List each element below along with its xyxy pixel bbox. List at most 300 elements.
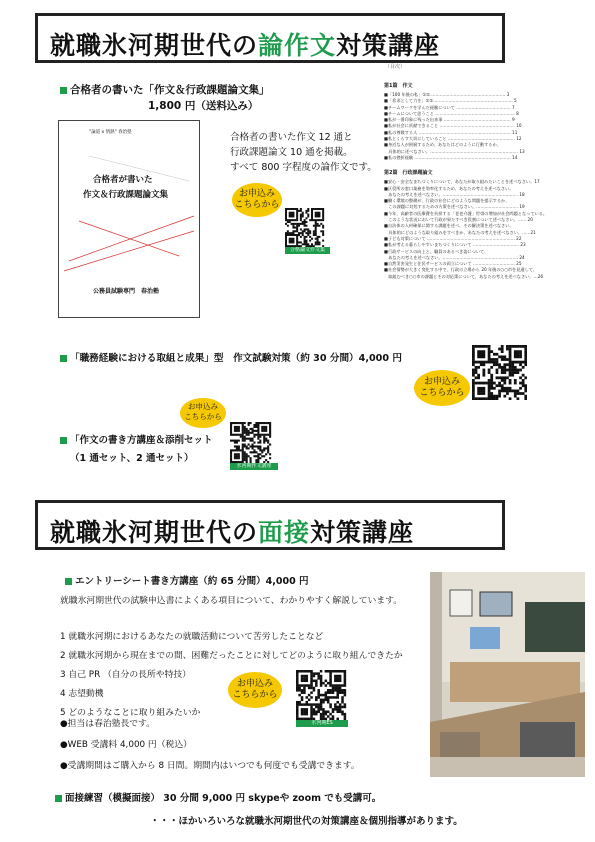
qr-module xyxy=(322,710,325,713)
qr-module xyxy=(261,455,263,457)
qr-module xyxy=(493,387,496,390)
essay-product1-price: 1,800 円（送料込み） xyxy=(148,100,259,112)
qr-module xyxy=(311,219,313,221)
toc-item: ■「希求として力を」①②………………………………………………… 5 xyxy=(384,98,517,104)
qr-module xyxy=(310,691,313,694)
qr-module xyxy=(303,677,306,680)
qr-module xyxy=(503,363,506,366)
qr-module xyxy=(501,345,504,348)
qr-module xyxy=(230,461,232,463)
qr-module xyxy=(498,355,501,358)
qr-module xyxy=(522,374,525,377)
qr-module xyxy=(524,350,527,353)
toc-item: ■チームについて思うこと ………………………………………………… 8 xyxy=(384,110,519,116)
list-item: 3 自己 PR （自分の長所や特技） xyxy=(60,670,191,680)
interview-intro: 就職氷河期世代の試験申込書によくある項目について、わかりやすく解説しています。 xyxy=(60,596,403,606)
qr-code-essay-book[interactable] xyxy=(285,208,330,253)
qr-module xyxy=(257,457,259,459)
qr-module xyxy=(259,457,261,459)
toc-item: ■働く環境の整備が、行政の社会にどのような問題を提示するか、 xyxy=(384,198,510,204)
qr-module xyxy=(244,440,246,442)
qr-code-icon xyxy=(296,670,348,720)
qr-module xyxy=(320,715,323,718)
qr-module xyxy=(506,363,509,366)
qr-module xyxy=(482,382,485,385)
qr-module xyxy=(255,422,257,424)
qr-module xyxy=(302,215,304,217)
qr-module xyxy=(480,387,483,390)
qr-module xyxy=(291,223,293,225)
qr-module xyxy=(317,212,319,214)
qr-module xyxy=(248,434,250,436)
qr-module xyxy=(315,703,318,706)
qr-module xyxy=(242,440,244,442)
qr-module xyxy=(480,361,483,364)
qr-module xyxy=(477,382,480,385)
qr-module xyxy=(315,225,317,227)
qr-module xyxy=(341,701,344,704)
qr-module xyxy=(493,397,496,400)
qr-module xyxy=(477,387,480,390)
qr-module xyxy=(320,230,322,232)
qr-module xyxy=(325,696,328,699)
qr-module xyxy=(261,428,263,430)
qr-module xyxy=(257,430,259,432)
qr-module xyxy=(248,432,250,434)
qr-module xyxy=(482,355,485,358)
qr-module xyxy=(303,708,306,711)
qr-module xyxy=(305,228,307,230)
qr-module xyxy=(477,376,480,379)
qr-module xyxy=(303,710,306,713)
qr-module xyxy=(292,225,294,227)
table-of-contents xyxy=(384,82,556,280)
qr-module xyxy=(255,434,257,436)
qr-module xyxy=(496,384,499,387)
qr-module xyxy=(511,366,514,369)
qr-module xyxy=(255,426,257,428)
qr-module xyxy=(514,366,517,369)
qr-module xyxy=(315,682,318,685)
qr-module xyxy=(248,422,250,424)
qr-module xyxy=(336,691,339,694)
qr-module xyxy=(315,241,317,243)
qr-module xyxy=(230,459,232,461)
qr-module xyxy=(253,455,255,457)
qr-module xyxy=(259,447,261,449)
qr-module xyxy=(320,677,323,680)
qr-module xyxy=(311,243,313,245)
qr-module xyxy=(300,208,302,210)
qr-module xyxy=(236,430,238,432)
qr-caption: 合格論文作文集 xyxy=(285,247,330,254)
qr-module xyxy=(242,447,244,449)
qr-module xyxy=(306,708,309,711)
toc-item: ■子ども対策について ……………………………………………………… 22 xyxy=(384,235,522,241)
qr-module xyxy=(317,706,320,709)
qr-module xyxy=(291,208,293,210)
qr-module xyxy=(261,426,263,428)
qr-module xyxy=(292,223,294,225)
qr-module xyxy=(313,672,316,675)
qr-module xyxy=(503,382,506,385)
qr-module xyxy=(509,348,512,351)
qr-module xyxy=(344,670,347,673)
qr-module xyxy=(514,392,517,395)
qr-module xyxy=(339,708,342,711)
qr-module xyxy=(320,219,322,221)
qr-module xyxy=(285,238,287,240)
qr-module xyxy=(488,345,491,348)
qr-module xyxy=(246,457,248,459)
qr-module xyxy=(488,371,491,374)
qr-module xyxy=(305,212,307,214)
qr-module xyxy=(292,208,294,210)
qr-module xyxy=(246,430,248,432)
qr-module xyxy=(310,672,313,675)
qr-module xyxy=(240,434,242,436)
qr-module xyxy=(498,348,501,351)
qr-module xyxy=(269,432,271,434)
qr-module xyxy=(250,428,252,430)
qr-module xyxy=(327,670,330,673)
qr-module xyxy=(250,445,252,447)
bullet-square-icon xyxy=(60,437,67,444)
qr-module xyxy=(509,350,512,353)
qr-module xyxy=(234,430,236,432)
qr-module xyxy=(329,672,332,675)
qr-module xyxy=(234,422,236,424)
qr-module xyxy=(304,219,306,221)
qr-module xyxy=(477,345,480,348)
qr-module xyxy=(294,227,296,229)
toc-item: ■私が考える暮らしやすいまちづくりについて …………………………… 23 xyxy=(384,242,526,248)
qr-module xyxy=(329,677,332,680)
book-title-1: 合格者が書いた xyxy=(93,175,153,185)
qr-module xyxy=(490,384,493,387)
qr-module xyxy=(325,694,328,697)
qr-module xyxy=(313,687,316,690)
qr-module xyxy=(255,459,257,461)
qr-module xyxy=(315,215,317,217)
qr-module xyxy=(265,438,267,440)
qr-module xyxy=(304,241,306,243)
qr-module xyxy=(332,708,335,711)
qr-code-icon xyxy=(285,208,330,247)
qr-module xyxy=(301,713,304,716)
qr-module xyxy=(522,366,525,369)
qr-module xyxy=(517,350,520,353)
qr-module xyxy=(285,243,287,245)
qr-module xyxy=(517,345,520,348)
qr-module xyxy=(298,223,300,225)
qr-module xyxy=(488,384,491,387)
toc-item: ■私が一番印象に残った出来事 ………………………………………… 9 xyxy=(384,117,515,123)
qr-module xyxy=(322,699,325,702)
qr-module xyxy=(315,214,317,216)
qr-module xyxy=(298,689,301,692)
qr-module xyxy=(493,382,496,385)
qr-module xyxy=(496,361,499,364)
toc-item: 具体的に述べなさい。……………………………………………………… 13 xyxy=(384,148,525,154)
qr-module xyxy=(336,670,339,673)
qr-module xyxy=(322,713,325,716)
qr-module xyxy=(472,361,475,364)
qr-module xyxy=(257,438,259,440)
qr-module xyxy=(336,696,339,699)
qr-module xyxy=(488,355,491,358)
qr-module xyxy=(269,457,271,459)
qr-module xyxy=(306,710,309,713)
qr-module xyxy=(257,455,259,457)
qr-module xyxy=(296,718,299,720)
qr-module xyxy=(259,434,261,436)
qr-module xyxy=(322,214,324,216)
qr-module xyxy=(238,428,240,430)
qr-module xyxy=(257,445,259,447)
qr-code-essay-2[interactable] xyxy=(472,345,527,400)
qr-module xyxy=(303,713,306,716)
qr-module xyxy=(307,210,309,212)
qr-module xyxy=(301,680,304,683)
qr-module xyxy=(315,228,317,230)
qr-module xyxy=(244,426,246,428)
qr-module xyxy=(253,449,255,451)
qr-module xyxy=(242,451,244,453)
toc-item: ■身近な人が困窮するため、あなたはどのように行動するか、 xyxy=(384,142,501,148)
qr-module xyxy=(472,363,475,366)
qr-module xyxy=(296,217,298,219)
qr-module xyxy=(315,243,317,245)
qr-module xyxy=(309,236,311,238)
qr-module xyxy=(298,687,301,690)
qr-module xyxy=(263,434,265,436)
qr-module xyxy=(269,443,271,445)
qr-module xyxy=(509,397,512,400)
qr-module xyxy=(296,238,298,240)
qr-module xyxy=(315,706,318,709)
qr-module xyxy=(250,459,252,461)
qr-module xyxy=(332,684,335,687)
qr-module xyxy=(257,436,259,438)
qr-module xyxy=(317,703,320,706)
qr-module xyxy=(322,232,324,234)
qr-module xyxy=(285,208,287,210)
qr-module xyxy=(300,219,302,221)
qr-module xyxy=(339,691,342,694)
qr-module xyxy=(344,703,347,706)
qr-module xyxy=(313,232,315,234)
qr-module xyxy=(485,382,488,385)
qr-module xyxy=(269,434,271,436)
qr-module xyxy=(263,438,265,440)
qr-module xyxy=(511,363,514,366)
qr-module xyxy=(259,453,261,455)
toc-part1: 第1篇 作文 xyxy=(384,83,413,89)
qr-module xyxy=(475,382,478,385)
qr-module xyxy=(325,710,328,713)
qr-module xyxy=(317,223,319,225)
qr-module xyxy=(250,438,252,440)
qr-module xyxy=(329,675,332,678)
qr-module xyxy=(490,376,493,379)
qr-module xyxy=(305,210,307,212)
qr-module xyxy=(522,379,525,382)
qr-module xyxy=(311,217,313,219)
bullet-square-icon xyxy=(55,795,62,802)
order-bubble-4[interactable]: お申込み こちらから xyxy=(228,672,282,708)
qr-module xyxy=(477,397,480,400)
qr-module xyxy=(315,684,318,687)
qr-module xyxy=(524,355,527,358)
qr-module xyxy=(300,232,302,234)
qr-module xyxy=(315,713,318,716)
qr-module xyxy=(296,227,298,229)
qr-module xyxy=(509,379,512,382)
qr-module xyxy=(310,713,313,716)
qr-module xyxy=(472,369,475,372)
qr-module xyxy=(289,219,291,221)
qr-module xyxy=(488,387,491,390)
toc-item: ■自治体の人材確保に関する課題を述べ、その解決策を述べなさい。 xyxy=(384,223,514,229)
qr-module xyxy=(257,453,259,455)
qr-module xyxy=(322,701,325,704)
qr-module xyxy=(322,210,324,212)
qr-module xyxy=(325,691,328,694)
qr-module xyxy=(336,708,339,711)
qr-module xyxy=(301,699,304,702)
qr-module xyxy=(304,230,306,232)
qr-module xyxy=(315,212,317,214)
qr-module xyxy=(308,687,311,690)
qr-module xyxy=(234,455,236,457)
qr-module xyxy=(315,696,318,699)
order-bubble-1[interactable]: お申込み こちらから xyxy=(232,183,282,217)
qr-module xyxy=(230,424,232,426)
qr-module xyxy=(307,214,309,216)
qr-module xyxy=(236,440,238,442)
interview-product2: 面接練習（模擬面接） 30 分間 9,000 円 skypeや zoom でも受講可。 xyxy=(55,790,381,804)
qr-module xyxy=(501,366,504,369)
qr-module xyxy=(302,232,304,234)
qr-module xyxy=(315,238,317,240)
qr-module xyxy=(306,701,309,704)
bullet-square-icon xyxy=(60,87,67,94)
qr-module xyxy=(496,397,499,400)
qr-module xyxy=(311,212,313,214)
qr-module xyxy=(339,703,342,706)
order-bubble-3[interactable]: お申込み こちらから xyxy=(180,398,226,428)
qr-module xyxy=(287,234,289,236)
qr-module xyxy=(511,390,514,393)
qr-module xyxy=(493,353,496,356)
qr-module xyxy=(524,390,527,393)
qr-module xyxy=(296,228,298,230)
qr-module xyxy=(305,232,307,234)
qr-module xyxy=(344,689,347,692)
qr-module xyxy=(519,376,522,379)
toc-item: 取組むべき○○市の課題とその対応策について、あなたの考えを述べなさい。…26 xyxy=(384,273,544,279)
qr-module xyxy=(522,384,525,387)
qr-module xyxy=(509,369,512,372)
qr-module xyxy=(242,436,244,438)
qr-module xyxy=(287,232,289,234)
qr-module xyxy=(246,438,248,440)
qr-module xyxy=(303,684,306,687)
qr-module xyxy=(519,382,522,385)
qr-module xyxy=(317,225,319,227)
list-item: 5 どのようなことに取り組みたいか xyxy=(60,708,201,718)
qr-module xyxy=(263,422,265,424)
qr-module xyxy=(509,355,512,358)
qr-module xyxy=(306,670,309,673)
qr-code-interview[interactable] xyxy=(296,670,348,728)
qr-module xyxy=(257,434,259,436)
qr-module xyxy=(315,223,317,225)
qr-module xyxy=(482,374,485,377)
qr-module xyxy=(230,432,232,434)
qr-module xyxy=(263,449,265,451)
qr-module xyxy=(244,428,246,430)
qr-module xyxy=(306,675,309,678)
qr-module xyxy=(296,708,299,711)
qr-module xyxy=(336,694,339,697)
qr-module xyxy=(522,361,525,364)
qr-module xyxy=(306,718,309,720)
qr-module xyxy=(482,390,485,393)
qr-module xyxy=(313,234,315,236)
qr-module xyxy=(287,208,289,210)
qr-module xyxy=(267,447,269,449)
qr-module xyxy=(317,240,319,242)
qr-module xyxy=(327,682,330,685)
qr-module xyxy=(317,710,320,713)
qr-module xyxy=(238,445,240,447)
qr-module xyxy=(250,432,252,434)
qr-module xyxy=(298,703,301,706)
qr-module xyxy=(296,670,299,673)
qr-module xyxy=(240,436,242,438)
qr-module xyxy=(344,718,347,720)
qr-module xyxy=(236,455,238,457)
qr-module xyxy=(300,223,302,225)
qr-module xyxy=(234,449,236,451)
qr-module xyxy=(240,449,242,451)
qr-module xyxy=(238,449,240,451)
qr-module xyxy=(313,219,315,221)
qr-module xyxy=(289,221,291,223)
qr-module xyxy=(296,212,298,214)
qr-module xyxy=(336,675,339,678)
interview-title: 就職氷河期世代の面接対策講座 xyxy=(50,518,415,547)
qr-module xyxy=(472,382,475,385)
toc-item: ■私とくらす大切にしていること ………………………………………… 12 xyxy=(384,136,522,142)
qr-module xyxy=(317,696,320,699)
qr-module xyxy=(503,355,506,358)
qr-module xyxy=(291,234,293,236)
qr-module xyxy=(244,422,246,424)
qr-module xyxy=(519,363,522,366)
qr-module xyxy=(305,221,307,223)
qr-module xyxy=(488,397,491,400)
qr-code-essay-3[interactable] xyxy=(230,422,278,472)
qr-module xyxy=(251,428,253,430)
qr-module xyxy=(244,455,246,457)
qr-module xyxy=(261,422,263,424)
qr-caption: 氷河期ES xyxy=(296,720,348,727)
order-bubble-2[interactable]: お申込み こちらから xyxy=(414,370,470,406)
qr-module xyxy=(472,345,475,348)
